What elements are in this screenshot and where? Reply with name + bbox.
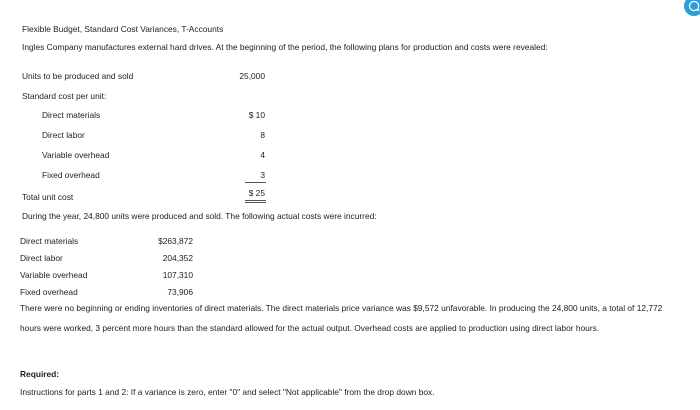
chat-bubble-icon-glyph [688, 0, 700, 12]
plan-item-value: 4 [260, 150, 265, 160]
actual-item-value: 73,906 [167, 287, 193, 297]
actual-item-value: 204,352 [162, 253, 193, 263]
chat-bubble-icon[interactable] [684, 0, 700, 16]
subtotal-rule [245, 182, 266, 183]
actual-item-label: Fixed overhead [20, 287, 78, 297]
plan-item-label: Direct labor [42, 130, 85, 140]
total-double-rule-bottom [245, 202, 266, 203]
plan-item-label: Variable overhead [42, 150, 110, 160]
plan-item-value: $ 10 [248, 110, 265, 120]
instructions-text: Instructions for parts 1 and 2: If a variance is zero, enter "0" and select "Not applicable" from the drop down box. [20, 387, 435, 397]
narrative-paragraph: There were no beginning or ending inventories of direct materials. The direct materials price variance was $9,572 unfavorable. In producing the 24,800 units, a total of 12,772 hours were worked, 3 percent more hours than the standard allowed for the actual output. Overhead costs are applied to production using direct labor hours. [20, 303, 663, 333]
required-label: Required: [20, 369, 60, 379]
actual-item-label: Direct materials [20, 236, 79, 246]
plan-item-value: 8 [260, 130, 265, 140]
plan-item-label: Direct materials [42, 110, 101, 120]
units-label: Units to be produced and sold [22, 71, 134, 81]
problem-title: Flexible Budget, Standard Cost Variances, T-Accounts [22, 24, 224, 34]
actual-intro-text: During the year, 24,800 units were produced and sold. The following actual costs were incurred: [22, 211, 377, 221]
actual-item-value: $263,872 [158, 236, 193, 246]
plan-item-value: 3 [260, 170, 265, 180]
units-value: 25,000 [239, 71, 265, 81]
std-cost-label: Standard cost per unit: [22, 91, 107, 101]
actual-item-label: Variable overhead [20, 270, 88, 280]
total-value: $ 25 [248, 188, 265, 198]
actual-item-label: Direct labor [20, 253, 63, 263]
total-double-rule-top [245, 200, 266, 201]
total-label: Total unit cost [22, 192, 74, 202]
intro-text: Ingles Company manufactures external hard drives. At the beginning of the period, the following plans for production and costs were revealed: [22, 42, 548, 52]
plan-item-label: Fixed overhead [42, 170, 100, 180]
actual-item-value: 107,310 [162, 270, 193, 280]
